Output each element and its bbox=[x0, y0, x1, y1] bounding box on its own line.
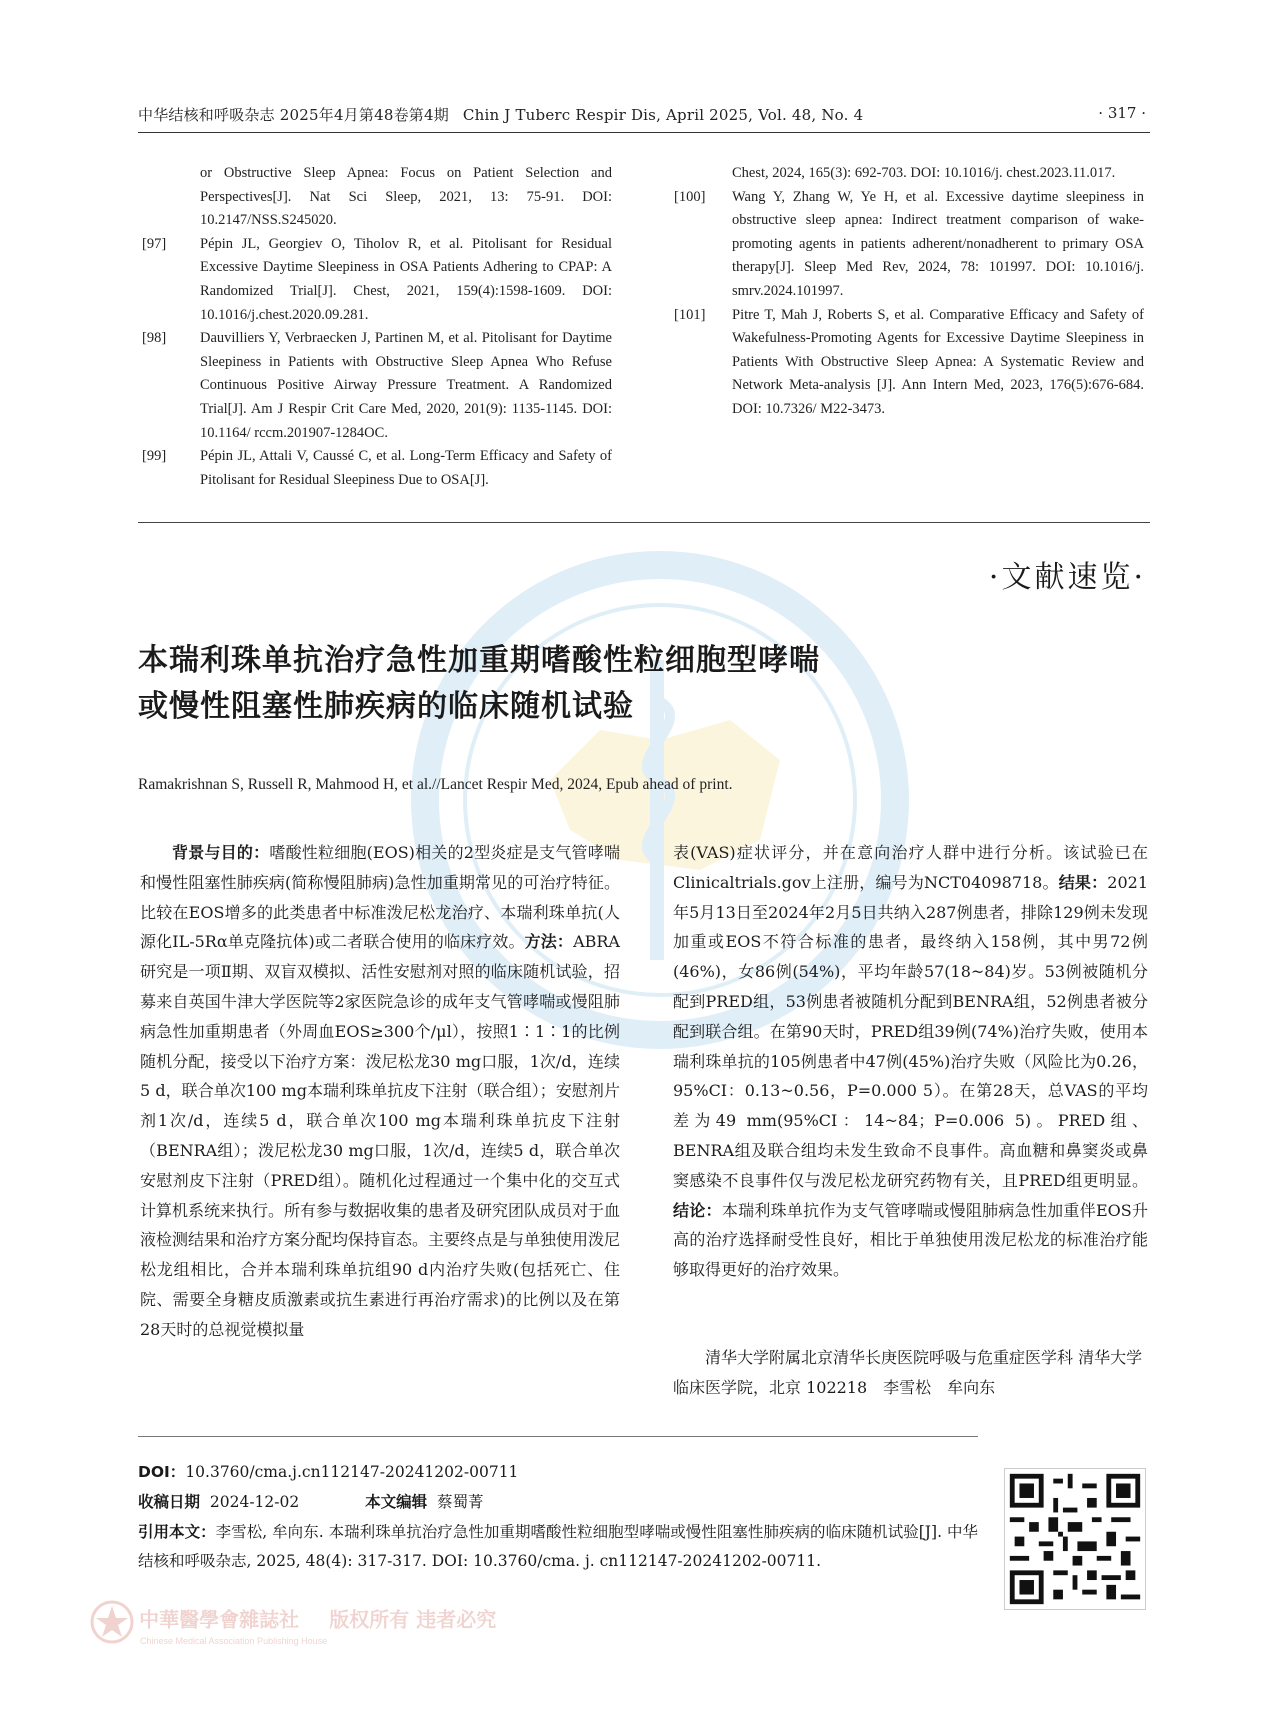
cite-block bbox=[138, 1518, 978, 1576]
journal-en: Chin J Tuberc Respir Dis, April 2025, Vol. 48, No. 4 bbox=[462, 106, 864, 124]
title-line: 或慢性阻塞性肺疾病的临床随机试验 bbox=[138, 689, 634, 724]
conclusion-label: 结论： bbox=[673, 1200, 722, 1220]
received-label: 收稿日期 bbox=[138, 1493, 201, 1511]
footer-rule bbox=[138, 1436, 978, 1437]
header-rule bbox=[138, 132, 1150, 133]
reference-item: or Obstructive Sleep Apnea: Focus on Patient Selection and Perspectives[J]. Nat Sci Sleep, 2021, 13: 75-91. DOI: 10.2147/NSS.S245020. bbox=[200, 165, 612, 229]
publisher-rights: 版权所有 违者必究 bbox=[329, 1607, 497, 1632]
references-right-column bbox=[670, 162, 1144, 422]
received-date: 2024-12-02 bbox=[209, 1493, 300, 1511]
doi-line bbox=[138, 1458, 978, 1487]
reference-item: [99] Pépin JL, Attali V, Caussé C, et al. Long-Term Efficacy and Safety of Pitolisant for Residual Sleepiness Due to OSA[J]. bbox=[142, 448, 612, 488]
section-tag: ·文献速览· bbox=[988, 560, 1146, 595]
background-label: 背景与目的： bbox=[172, 843, 270, 862]
article-title bbox=[138, 638, 1138, 730]
references-left-column bbox=[138, 162, 612, 492]
reference-item: Chest, 2024, 165(3): 692-703. DOI: 10.1016/j. chest.2023.11.017. bbox=[732, 165, 1116, 181]
author-affiliation: 清华大学附属北京清华长庚医院呼吸与危重症医学科 清华大学临床医学院，北京 102218 李雪松 牟向东 bbox=[673, 1348, 1143, 1397]
cite-text: 李雪松, 牟向东. 本瑞利珠单抗治疗急性加重期嗜酸性粒细胞型哮喘或慢性阻塞性肺疾病的临床随机试验[J]. 中华结核和呼吸杂志, 2025, 48(4): 317-317. DOI: 10.3760/cma. j. cn112147-20241202-00711. bbox=[138, 1523, 978, 1570]
journal-cn: 中华结核和呼吸杂志 2025年4月第48卷第4期 bbox=[138, 106, 449, 124]
abstract-left-column bbox=[140, 838, 620, 1345]
publisher-name-en: Chinese Medical Association Publishing House bbox=[140, 1636, 328, 1646]
editor-name: 蔡蜀菁 bbox=[437, 1493, 484, 1511]
source-citation: Ramakrishnan S, Russell R, Mahmood H, et al.//Lancet Respir Med, 2024, Epub ahead of print. bbox=[138, 776, 733, 793]
page-number: · 317 · bbox=[1098, 104, 1146, 122]
abstract-right-column bbox=[673, 838, 1148, 1285]
result-label: 结果： bbox=[1058, 872, 1108, 892]
editor-label: 本文编辑 bbox=[365, 1493, 428, 1511]
running-header bbox=[138, 104, 863, 125]
result-text: 2021年5月13日至2024年2月5日共纳入287例患者，排除129例未发现加重或EOS不符合标准的患者，最终纳入158例，其中男72例(46%)，女86例(54%)，平均年龄57(18~84)岁。53例被随机分配到PRED组，53例患者被随机分配到BENRA组，52例患者被分配到联合组。在第90天时，PRED组39例(74%)治疗失败，使用本瑞利珠单抗的105例患者中47例(45%)治疗失败（风险比为0.26，95%CI：0.13~0.56，P=0.000 5）。在第28天，总VAS的平均差为49 mm(95%CI：14~84；P=0.006 5)。PRED组、BENRA组及联合组均未发生致命不良事件。高血糖和鼻窦炎或鼻窦感染不良事件仅与泼尼松龙研究药物有关，且PRED组更明显。 bbox=[673, 872, 1148, 1190]
method-text: ABRA研究是一项Ⅱ期、双盲双模拟、活性安慰剂对照的临床随机试验，招募来自英国牛津大学医院等2家医院急诊的成年支气管哮喘或慢阻肺病急性加重期患者（外周血EOS≥300个/μl），按照1∶1∶1的比例随机分配，接受以下治疗方案：泼尼松龙30 mg口服，1次/d，连续5 d，联合单次100 mg本瑞利珠单抗皮下注射（联合组）；安慰剂片剂1次/d，连续5 d，联合单次100 mg本瑞利珠单抗皮下注射（BENRA组）；泼尼松龙30 mg口服，1次/d，连续5 d，联合单次安慰剂皮下注射（PRED组）。随机化过程通过一个集中化的交互式计算机系统来执行。所有参与数据收集的患者及研究团队成员对于血液检测结果和治疗方案分配均保持盲态。主要终点是与单独使用泼尼松龙组相比，合并本瑞利珠单抗组90 d内治疗失败(包括死亡、住院、需要全身糖皮质激素或抗生素进行再治疗需求)的比例以及在第28天时的总视觉模拟量 bbox=[140, 932, 621, 1339]
reference-item: [100] Wang Y, Zhang W, Ye H, et al. Excessive daytime sleepiness in obstructive sleep apnea: Indirect treatment comparison of wake-promoting agents in patients adherent/nonadherent to primary OSA therapy[J]. Sleep Med Rev, 2024, 78: 101997. DOI: 10.1016/j. smrv.2024.101997. bbox=[674, 188, 1144, 299]
publisher-name: 中華醫學會雜誌社 bbox=[139, 1607, 300, 1632]
background-text: 嗜酸性粒细胞(EOS)相关的2型炎症是支气管哮喘和慢性阻塞性肺疾病(简称慢阻肺病)急性加重期常见的可治疗特征。比较在EOS增多的此类患者中标准泼尼松龙治疗、本瑞利珠单抗(人源化IL-5Rα单克隆抗体)或二者联合使用的临床疗效。 bbox=[140, 843, 620, 952]
method-text-continued: 表(VAS)症状评分，并在意向治疗人群中进行分析。该试验已在Clinicaltrials.gov上注册，编号为NCT04098718。 bbox=[673, 843, 1148, 892]
conclusion-text: 本瑞利珠单抗作为支气管哮喘或慢阻肺病急性加重伴EOS升高的治疗选择耐受性良好，相比于单独使用泼尼松龙的标准治疗能够取得更好的治疗效果。 bbox=[673, 1200, 1148, 1280]
cite-label: 引用本文： bbox=[138, 1523, 216, 1541]
qr-code-icon bbox=[1004, 1468, 1146, 1610]
doi-value: 10.3760/cma.j.cn112147-20241202-00711 bbox=[185, 1463, 519, 1481]
publisher-watermark bbox=[90, 1600, 610, 1652]
publisher-logo-icon bbox=[90, 1600, 134, 1644]
reference-item: [101] Pitre T, Mah J, Roberts S, et al. Comparative Efficacy and Safety of Wakefulness-Promoting Agents for Excessive Daytime Sleepiness in Patients With Obstructive Sleep Apnea: A Systematic Review and Network Meta-analysis [J]. Ann Intern Med, 2023, 176(5):676-684. DOI: 10.7326/ M22-3473. bbox=[674, 306, 1144, 417]
title-line: 本瑞利珠单抗治疗急性加重期嗜酸性粒细胞型哮喘 bbox=[138, 643, 820, 678]
reference-item: [98] Dauvilliers Y, Verbraecken J, Partinen M, et al. Pitolisant for Daytime Sleepiness in Patients with Obstructive Sleep Apnea Who Refuse Continuous Positive Airway Pressure Treatment. A Randomized Trial[J]. Am J Respir Crit Care Med, 2020, 201(9): 1135-1145. DOI: 10.1164/ rccm.201907-1284OC. bbox=[142, 330, 612, 441]
reference-item: [97] Pépin JL, Georgiev O, Tiholov R, et al. Pitolisant for Residual Excessive Daytime Sleepiness in OSA Patients Adhering to CPAP: A Randomized Trial[J]. Chest, 2021, 159(4):1598-1609. DOI: 10.1016/j.chest.2020.09.281. bbox=[142, 235, 612, 323]
method-label: 方法： bbox=[524, 932, 574, 952]
doi-label: DOI： bbox=[138, 1463, 186, 1481]
received-line bbox=[138, 1488, 978, 1517]
section-divider bbox=[138, 522, 1150, 523]
